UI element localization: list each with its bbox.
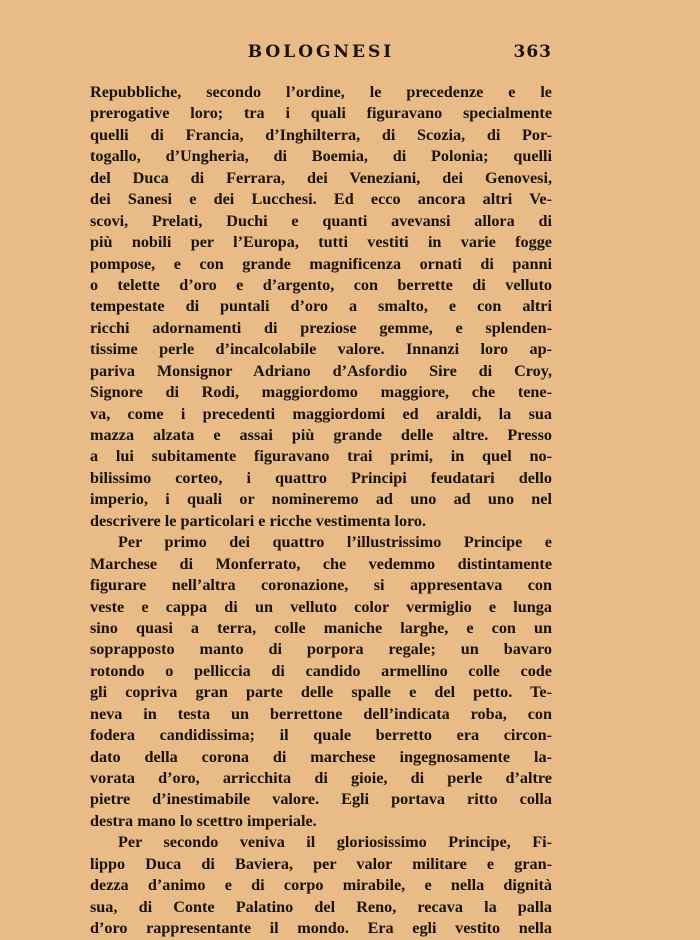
text-line: o telette d’oro e d’argento, con berrette di velluto: [90, 275, 552, 294]
text-line: pietre d’inestimabile valore. Egli portava ritto colla: [90, 790, 552, 809]
text-line: d’oro rappresentante il mondo. Era egli vestito nella: [90, 919, 552, 938]
text-line: rotondo o pelliccia di candido armellino colle code: [90, 661, 552, 680]
text-line: mazza alzata e assai più grande delle altre. Presso: [90, 426, 552, 444]
text-line: descrivere le particolari e ricche vestimenta loro.: [90, 511, 427, 530]
text-line: sua, di Conte Palatino del Reno, recava la palla: [90, 897, 552, 916]
text-line: togallo, d’Ungheria, di Boemia, di Polonia; quelli: [90, 147, 552, 166]
page-number: 363: [513, 42, 552, 62]
text-line: a lui subitamente figuravano trai primi, in quel no-: [90, 447, 552, 466]
text-line: prerogative loro; tra i quali figuravano specialmente: [90, 104, 552, 123]
text-line: va, come i precedenti maggiordomi ed araldi, la sua: [90, 404, 552, 423]
text-line: pompose, e con grande magnificenza ornati di panni: [90, 254, 552, 273]
text-line: pariva Monsignor Adriano d’Asfordio Sire di Croy,: [90, 361, 552, 380]
text-line: quelli di Francia, d’Inghilterra, di Scozia, di Por-: [90, 125, 552, 144]
text-line: scovi, Prelati, Duchi e quanti avevansi allora di: [90, 211, 552, 230]
text-line: figurare nell’altra coronazione, si appresentava con: [90, 576, 552, 595]
text-line: Per secondo veniva il gloriosissimo Principe, Fi-: [118, 833, 552, 852]
text-line: dato della corona di marchese ingegnosamente la-: [90, 747, 552, 766]
text-line: del Duca di Ferrara, dei Veneziani, dei Genovesi,: [90, 168, 552, 187]
text-line: tissime perle d’incalcolabile valore. Innanzi loro ap-: [90, 340, 552, 359]
running-title: BOLOGNESI: [247, 42, 395, 62]
text-line: ricchi adornamenti di preziose gemme, e splenden-: [90, 318, 552, 337]
text-line: Repubbliche, secondo l’ordine, le precedenze e le: [90, 83, 552, 101]
text-line: tempestate di puntali d’oro a smalto, e con altri: [90, 297, 552, 316]
text-line: fodera candidissima; il quale berretto era circon-: [90, 726, 552, 745]
text-line: lippo Duca di Baviera, per valor militare e gran-: [90, 854, 552, 873]
text-line: veste e cappa di un velluto color vermiglio e lunga: [90, 597, 552, 616]
text-line: destra mano lo scettro imperiale.: [90, 811, 317, 830]
running-header: [90, 42, 552, 68]
text-line: Marchese di Monferrato, che vedemmo distintamente: [90, 554, 552, 573]
text-line: neva in testa un berrettone dell’indicata roba, con: [90, 704, 552, 723]
text-line: vorata d’oro, arricchita di gioie, di perle d’altre: [90, 769, 552, 787]
text-line: imperio, i quali or nomineremo ad uno ad uno nel: [90, 490, 552, 509]
text-line: gli copriva gran parte delle spalle e del petto. Te-: [90, 683, 552, 702]
body-text: [90, 82, 552, 940]
text-line: dezza d’animo e di corpo mirabile, e nella dignità: [90, 876, 552, 895]
text-line: soprapposto manto di porpora regale; un bavaro: [90, 640, 552, 659]
text-line: sino quasi a terra, colle maniche larghe, e con un: [90, 618, 552, 637]
text-line: Signore di Rodi, maggiordomo maggiore, che tene-: [90, 383, 552, 402]
text-line: dei Sanesi e dei Lucchesi. Ed ecco ancora altri Ve-: [90, 190, 552, 209]
text-line: Per primo dei quattro l’illustrissimo Principe e: [118, 533, 552, 552]
text-line: bilissimo corteo, i quattro Principi feudatari dello: [90, 468, 552, 487]
text-line: più nobili per l’Europa, tutti vestiti in varie fogge: [90, 233, 552, 252]
